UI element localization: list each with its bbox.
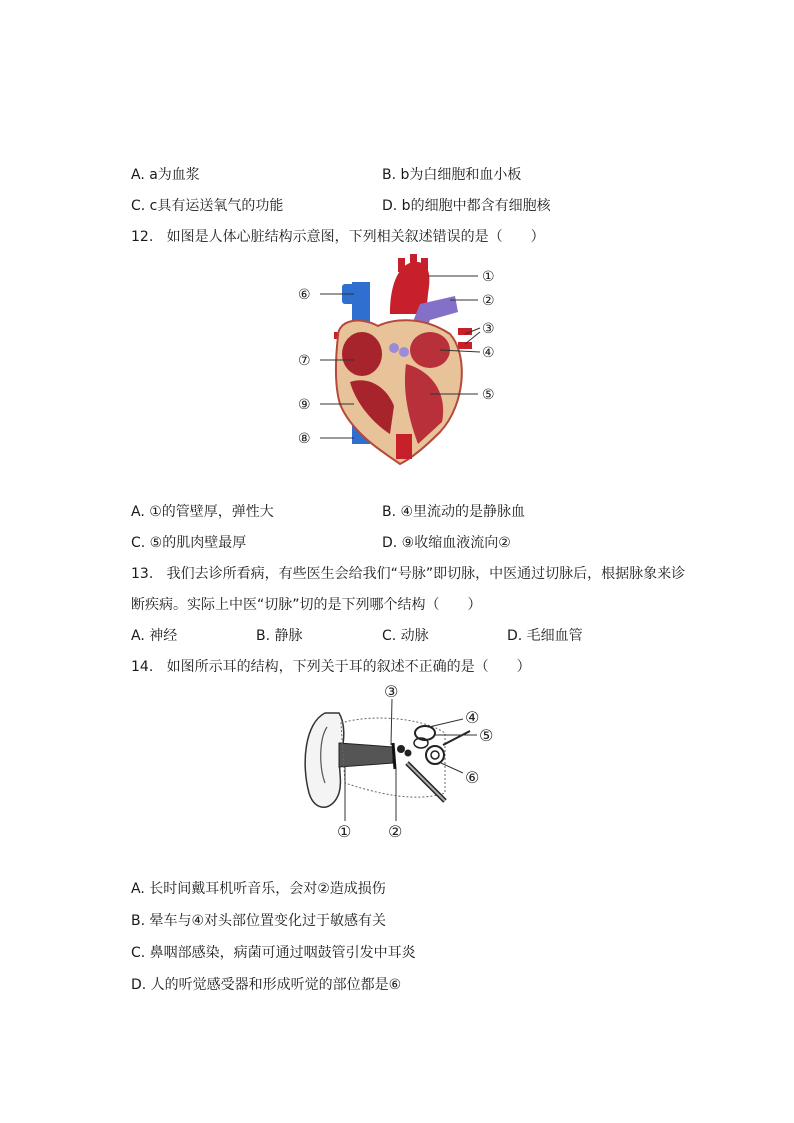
q13-stem-line2: 断疾病。实际上中医“切脉”切的是下列哪个结构（ ） [131,597,482,613]
q13-option-d: D. 毛细血管 [507,628,583,644]
q14-option-a: A. 长时间戴耳机听音乐，会对②造成损伤 [131,881,386,897]
ear-label-6: ⑥ [465,768,480,787]
q12-option-c: C. ⑤的肌肉壁最厚 [131,535,247,551]
q14-option-c: C. 鼻咽部感染，病菌可通过咽鼓管引发中耳炎 [131,945,416,961]
heart-label-8: ⑧ [298,431,311,447]
descending-aorta [396,434,412,459]
eardrum [393,743,395,769]
q12-option-b: B. ④里流动的是静脉血 [382,504,526,520]
cochlea-inner [431,751,439,759]
heart-label-6: ⑥ [298,287,311,303]
ear-label-4: ④ [465,708,480,727]
heart-label-9: ⑨ [298,397,311,413]
q13-option-a: A. 神经 [131,628,178,644]
q13-option-c: C. 动脉 [382,628,429,644]
heart-label-1: ① [482,269,495,285]
aorta-branch-3 [421,258,428,272]
q11-option-c: C. c具有运送氧气的功能 [131,198,284,214]
q12-option-d: D. ⑨收缩血液流向② [382,535,511,551]
right-atrium [342,332,382,376]
heart-label-5: ⑤ [482,387,495,403]
auricle-shape [305,713,344,807]
ear-label-5: ⑤ [479,726,494,745]
q14-option-d: D. 人的听觉感受器和形成听觉的部位都是⑥ [131,977,402,993]
ossicle-2 [405,750,412,757]
q11-option-d: D. b的细胞中都含有细胞核 [382,198,551,214]
valve-1 [389,343,399,353]
q14-option-b: B. 晕车与④对头部位置变化过于敏感有关 [131,913,387,929]
valve-2 [399,347,409,357]
heart-diagram [290,254,510,474]
q12-stem: 12. 如图是人体心脏结构示意图，下列相关叙述错误的是（ ） [131,229,545,245]
heart-label-2: ② [482,293,495,309]
heart-label-7: ⑦ [298,353,311,369]
ear-label-3: ③ [384,683,399,701]
aorta-branch-1 [398,258,405,272]
ear-label-1: ① [337,822,352,841]
q13-stem-line1: 13. 我们去诊所看病，有些医生会给我们“号脉”即切脉，中医通过切脉后，根据脉象来诊 [131,566,686,582]
q14-stem: 14. 如图所示耳的结构，下列关于耳的叙述不正确的是（ ） [131,659,531,675]
q11-option-a: A. a为血浆 [131,167,200,183]
q12-option-a: A. ①的管壁厚，弹性大 [131,504,274,520]
ossicle-1 [397,745,405,753]
ear-canal [339,743,393,767]
ear-diagram [295,683,505,843]
aorta-branch-2 [410,254,417,268]
q13-option-b: B. 静脉 [256,628,303,644]
heart-label-3: ③ [482,321,495,337]
q11-option-b: B. b为白细胞和血小板 [382,167,522,183]
eustachian-tube-inner [407,763,445,801]
heart-label-4: ④ [482,345,495,361]
auditory-nerve [443,731,470,745]
pulmonary-vein-2 [458,342,472,349]
cochlea-outer [426,746,444,764]
ear-label-2: ② [388,822,403,841]
